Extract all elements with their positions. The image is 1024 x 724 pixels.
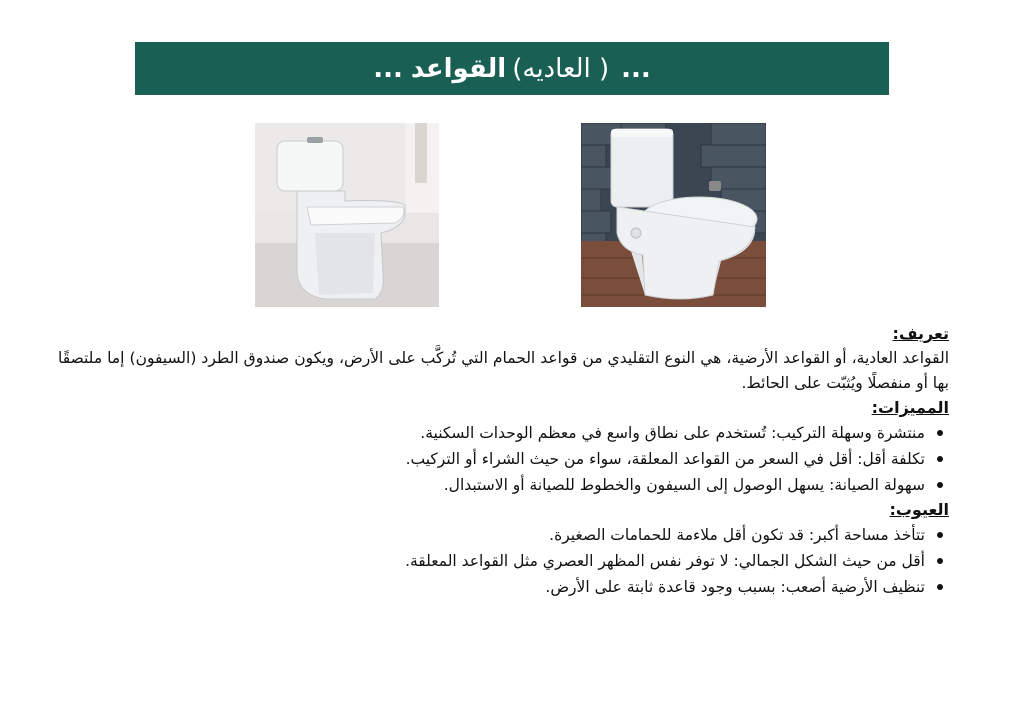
title-paren-text: ( العاديه) xyxy=(512,53,610,84)
list-item: أقل من حيث الشكل الجمالي: لا توفر نفس المظهر العصري مثل القواعد المعلقة. xyxy=(58,548,947,574)
two-piece-toilet-image xyxy=(581,123,766,307)
bullet-icon xyxy=(937,532,943,538)
list-item: منتشرة وسهلة التركيب: تُستخدم على نطاق واسع في معظم الوحدات السكنية. xyxy=(58,420,947,446)
bullet-icon xyxy=(937,456,943,462)
bullet-icon xyxy=(937,430,943,436)
list-item: تتأخذ مساحة أكبر: قد تكون أقل ملاءمة للحمامات الصغيرة. xyxy=(58,522,947,548)
disadvantages-list xyxy=(58,522,949,600)
list-item: تنظيف الأرضية أصعب: بسبب وجود قاعدة ثابتة على الأرض. xyxy=(58,574,947,600)
main-content xyxy=(58,322,949,600)
one-piece-toilet-image xyxy=(255,123,439,307)
list-item: سهولة الصيانة: يسهل الوصول إلى السيفون والخطوط للصيانة أو الاستبدال. xyxy=(58,472,947,498)
title-bold-text: القواعد xyxy=(410,53,507,84)
definition-text: القواعد العادية، أو القواعد الأرضية، هي النوع التقليدي من قواعد الحمام التي تُركَّب على الأرض، ويكون صندوق الطرد (السيفون) إما ملتصقًا بها أو منفصلًا ويُثبّت على الحائط. xyxy=(58,349,949,392)
bullet-icon xyxy=(937,558,943,564)
disadvantages-heading: العيوب: xyxy=(889,500,949,519)
definition-heading: تعريف: xyxy=(892,324,949,343)
bullet-icon xyxy=(937,482,943,488)
page-title-bar xyxy=(135,42,889,95)
title-dots-start: ... xyxy=(373,53,403,84)
advantages-list xyxy=(58,420,949,498)
list-item: تكلفة أقل: أقل في السعر من القواعد المعلقة، سواء من حيث الشراء أو التركيب. xyxy=(58,446,947,472)
bullet-icon xyxy=(937,584,943,590)
advantages-heading: المميزات: xyxy=(871,398,949,417)
title-dots-end: ... xyxy=(621,53,651,84)
